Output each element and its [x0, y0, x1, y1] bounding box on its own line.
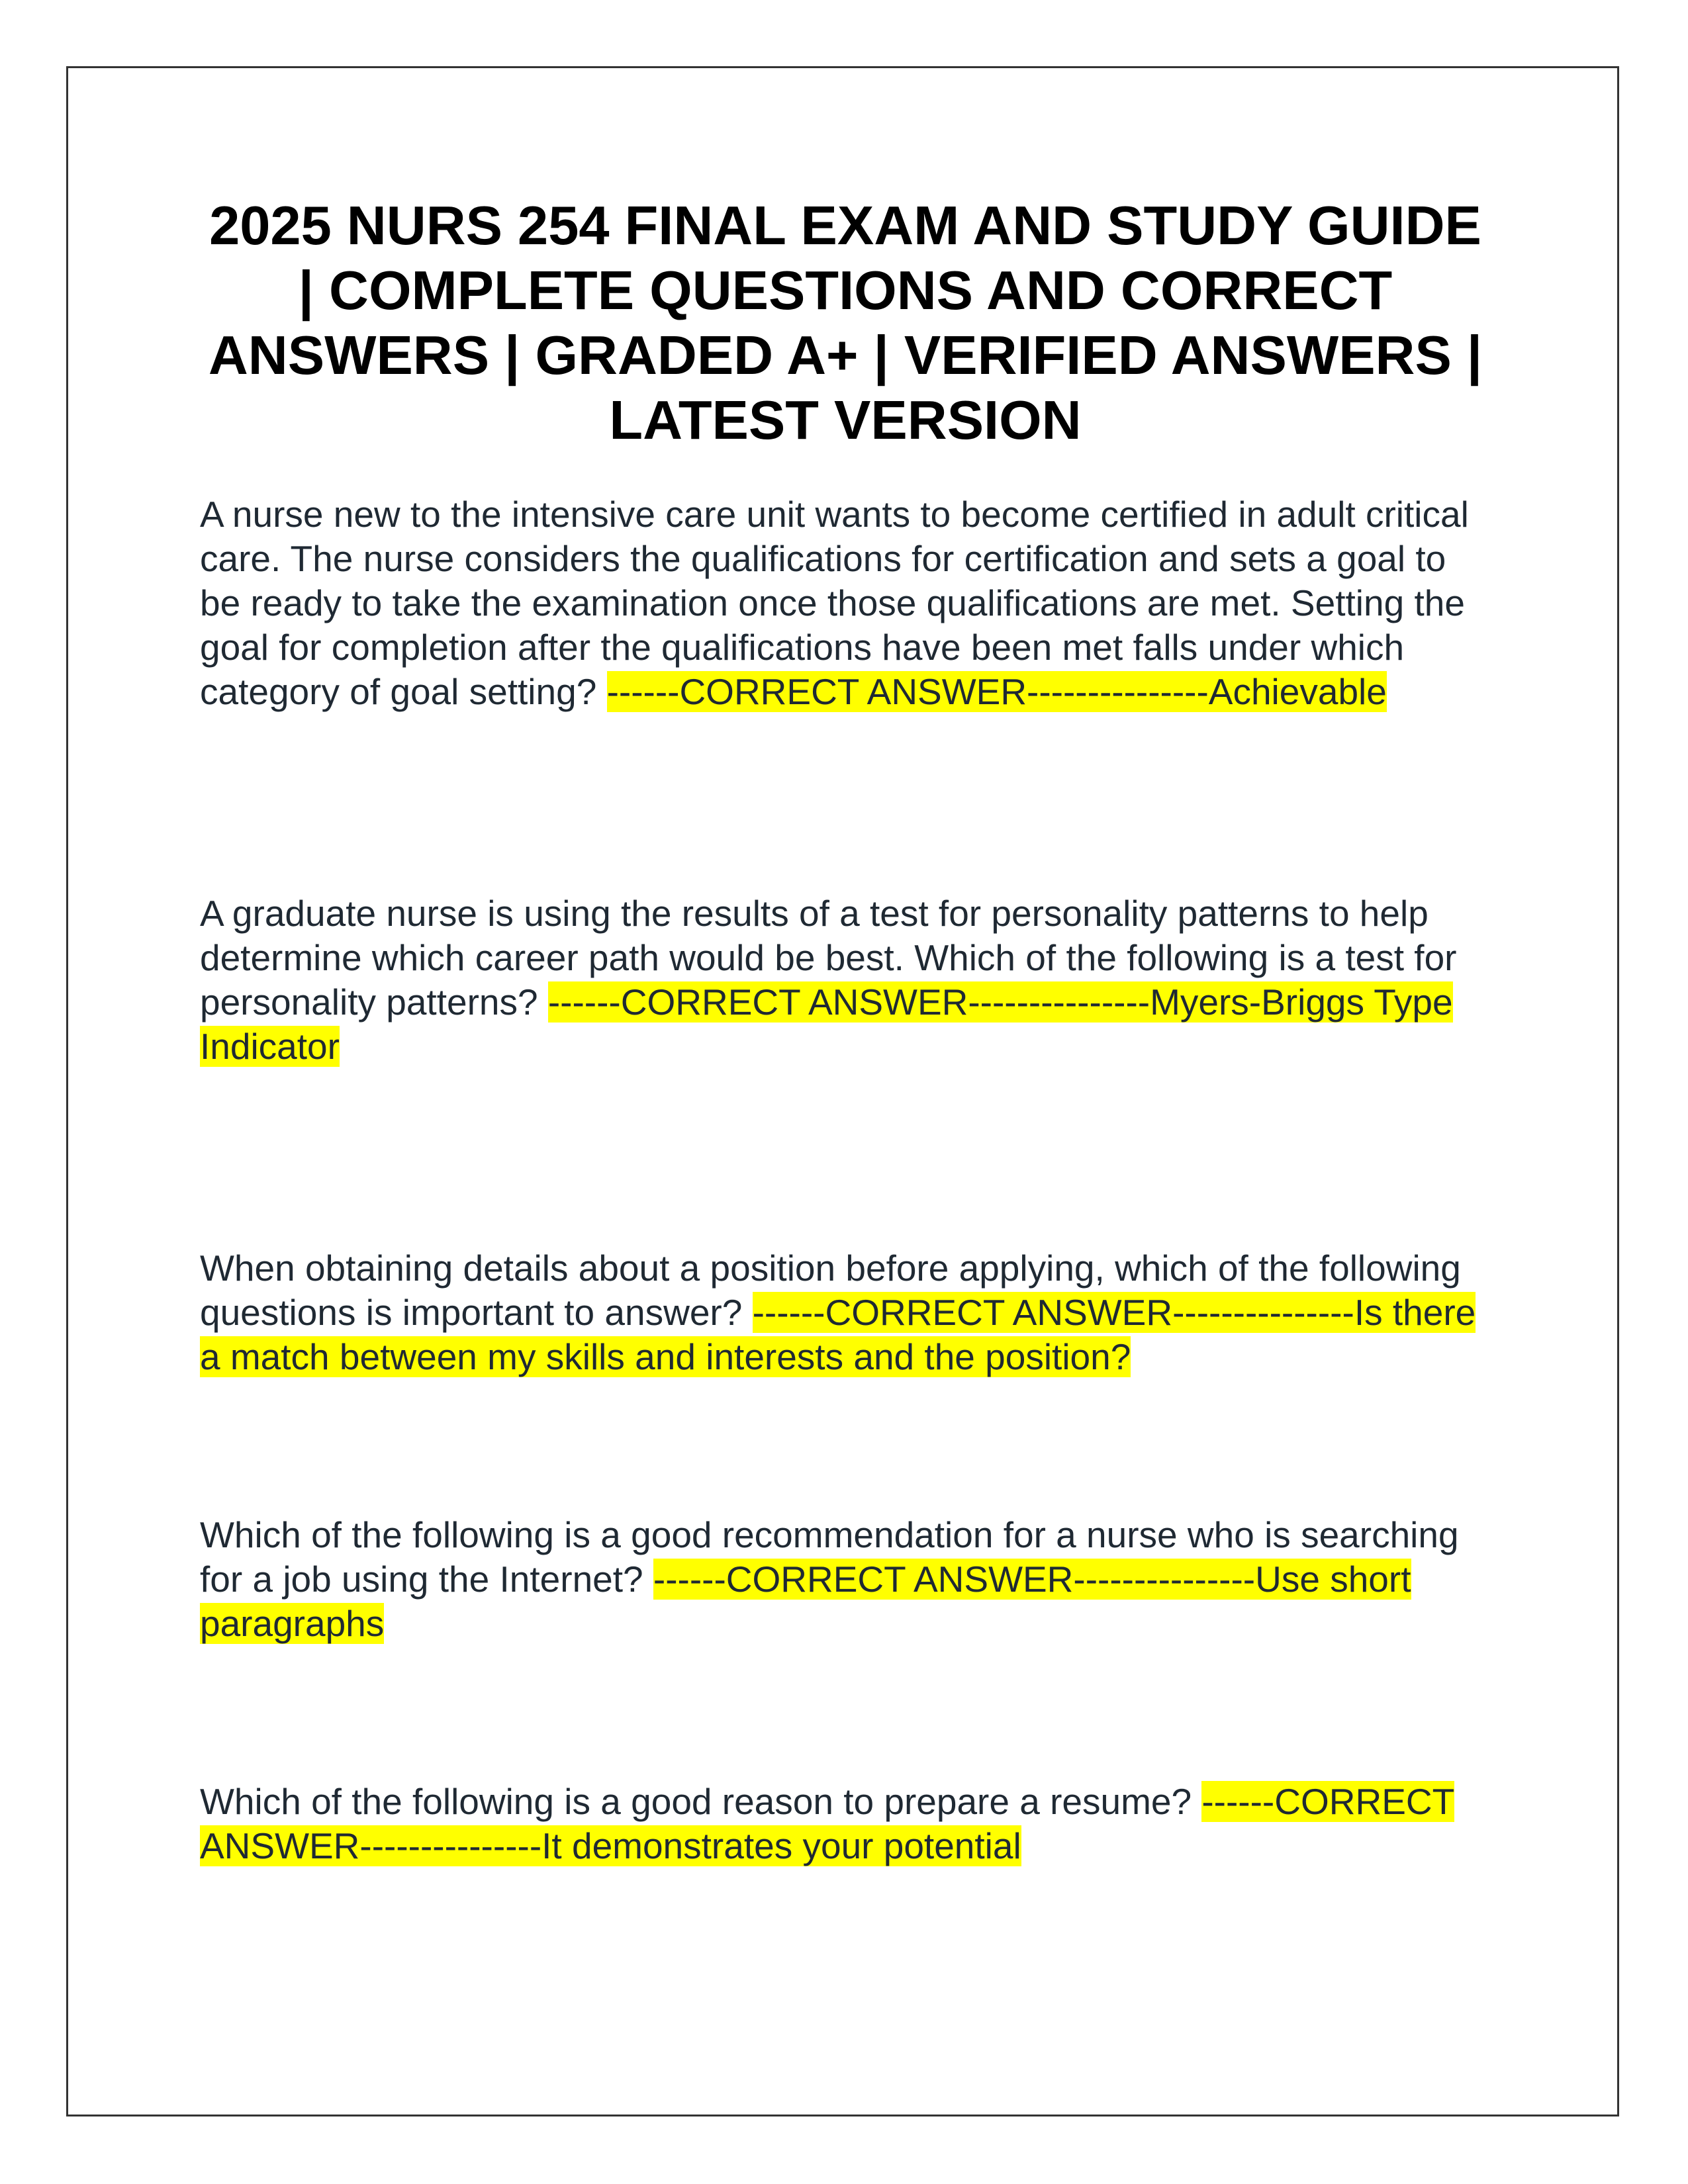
qa-item-2 [200, 891, 1491, 1069]
qa-item-5 [200, 1780, 1491, 1868]
answer-highlight: ------CORRECT ANSWER---------------Myers-Briggs Type Indicator [200, 981, 1453, 1067]
answer-highlight: ------CORRECT ANSWER---------------It demonstrates your potential [200, 1781, 1455, 1866]
qa-item-1 [200, 492, 1491, 714]
question-text: Which of the following is a good reason to prepare a resume? [200, 1781, 1202, 1822]
answer-highlight: ------CORRECT ANSWER---------------Achievable [606, 671, 1387, 712]
question-text: A nurse new to the intensive care unit wants to become certified in adult critical care. The nurse considers the qualifications for certification and sets a goal to be ready to take the examination once those qualifications are met. Setting the goal for completion after the qualifications have been met falls under which category of goal setting? [200, 494, 1469, 712]
document-title: 2025 NURS 254 FINAL EXAM AND STUDY GUIDE | COMPLETE QUESTIONS AND CORRECT ANSWERS | GRADED A+ | VERIFIED ANSWERS | LATEST VERSION [208, 195, 1483, 451]
question-text: When obtaining details about a position before applying, which of the following questions is important to answer? [200, 1248, 1461, 1333]
answer-highlight: ------CORRECT ANSWER---------------Is there a match between my skills and interests and the position? [200, 1292, 1476, 1377]
question-text: Which of the following is a good recommendation for a nurse who is searching for a job using the Internet? [200, 1514, 1459, 1600]
question-text: A graduate nurse is using the results of a test for personality patterns to help determine which career path would be best. Which of the following is a test for personality patterns? [200, 893, 1457, 1023]
answer-highlight: ------CORRECT ANSWER---------------Use short paragraphs [200, 1559, 1411, 1644]
qa-item-4 [200, 1513, 1491, 1646]
qa-item-3 [200, 1246, 1491, 1379]
document-body [200, 193, 1491, 1868]
